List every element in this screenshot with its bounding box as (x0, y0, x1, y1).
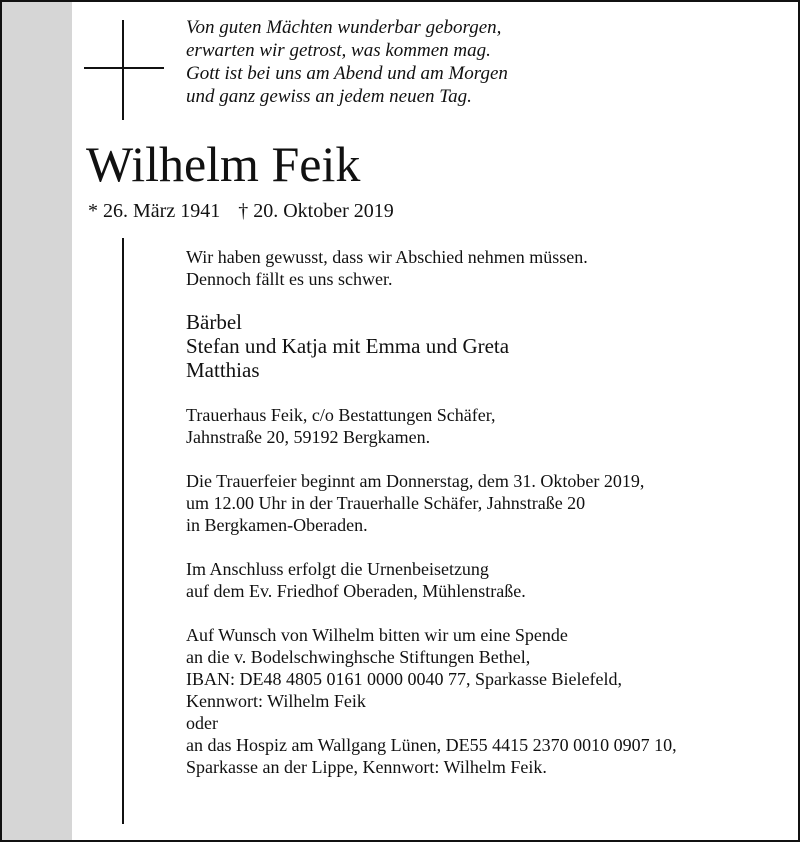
donation-line: Auf Wunsch von Wilhelm bitten wir um eine Spende (186, 625, 568, 645)
poem-verse (186, 16, 508, 108)
deceased-name: Wilhelm Feik (86, 136, 361, 192)
ceremony-line: in Bergkamen-Oberaden. (186, 515, 368, 535)
intro-text (186, 246, 677, 290)
donation-line: Sparkasse an der Lippe, Kennwort: Wilhelm Feik. (186, 757, 547, 777)
donation-line: an die v. Bodelschwinghsche Stiftungen Bethel, (186, 647, 531, 667)
donation-line: Kennwort: Wilhelm Feik (186, 691, 366, 711)
poem-line: erwarten wir getrost, was kommen mag. (186, 40, 491, 61)
intro-line: Wir haben gewusst, dass wir Abschied nehmen müssen. (186, 247, 588, 267)
poem-line: Gott ist bei uns am Abend und am Morgen (186, 63, 508, 84)
family-member: Matthias (186, 358, 260, 382)
address-line: Trauerhaus Feik, c/o Bestattungen Schäfer, (186, 405, 496, 425)
vertical-divider (122, 238, 124, 824)
poem-line: und ganz gewiss an jedem neuen Tag. (186, 86, 472, 107)
cross-horizontal-bar (84, 67, 164, 69)
birth-date: * 26. März 1941 (88, 200, 221, 222)
donation-text (186, 624, 677, 778)
family-member: Stefan und Katja mit Emma und Greta (186, 334, 510, 358)
family-member: Bärbel (186, 310, 242, 334)
life-dates (88, 199, 394, 223)
burial-line: Im Anschluss erfolgt die Urnenbeisetzung (186, 559, 489, 579)
notice-body (186, 246, 677, 800)
burial-text (186, 558, 677, 602)
donation-line: IBAN: DE48 4805 0161 0000 0040 77, Sparkasse Bielefeld, (186, 669, 622, 689)
ceremony-text (186, 470, 677, 536)
cross-vertical-bar (122, 20, 124, 120)
grey-sidebar (2, 2, 72, 840)
ceremony-line: Die Trauerfeier beginnt am Donnerstag, dem 31. Oktober 2019, (186, 471, 645, 491)
poem-line: Von guten Mächten wunderbar geborgen, (186, 17, 502, 38)
ceremony-line: um 12.00 Uhr in der Trauerhalle Schäfer, Jahnstraße 20 (186, 493, 586, 513)
address-line: Jahnstraße 20, 59192 Bergkamen. (186, 427, 431, 447)
burial-line: auf dem Ev. Friedhof Oberaden, Mühlenstraße. (186, 581, 526, 601)
intro-line: Dennoch fällt es uns schwer. (186, 269, 393, 289)
donation-line: oder (186, 713, 218, 733)
address-text (186, 404, 677, 448)
death-date: † 20. Oktober 2019 (238, 200, 394, 222)
donation-line: an das Hospiz am Wallgang Lünen, DE55 4415 2370 0010 0907 10, (186, 735, 677, 755)
family-names (186, 310, 677, 382)
